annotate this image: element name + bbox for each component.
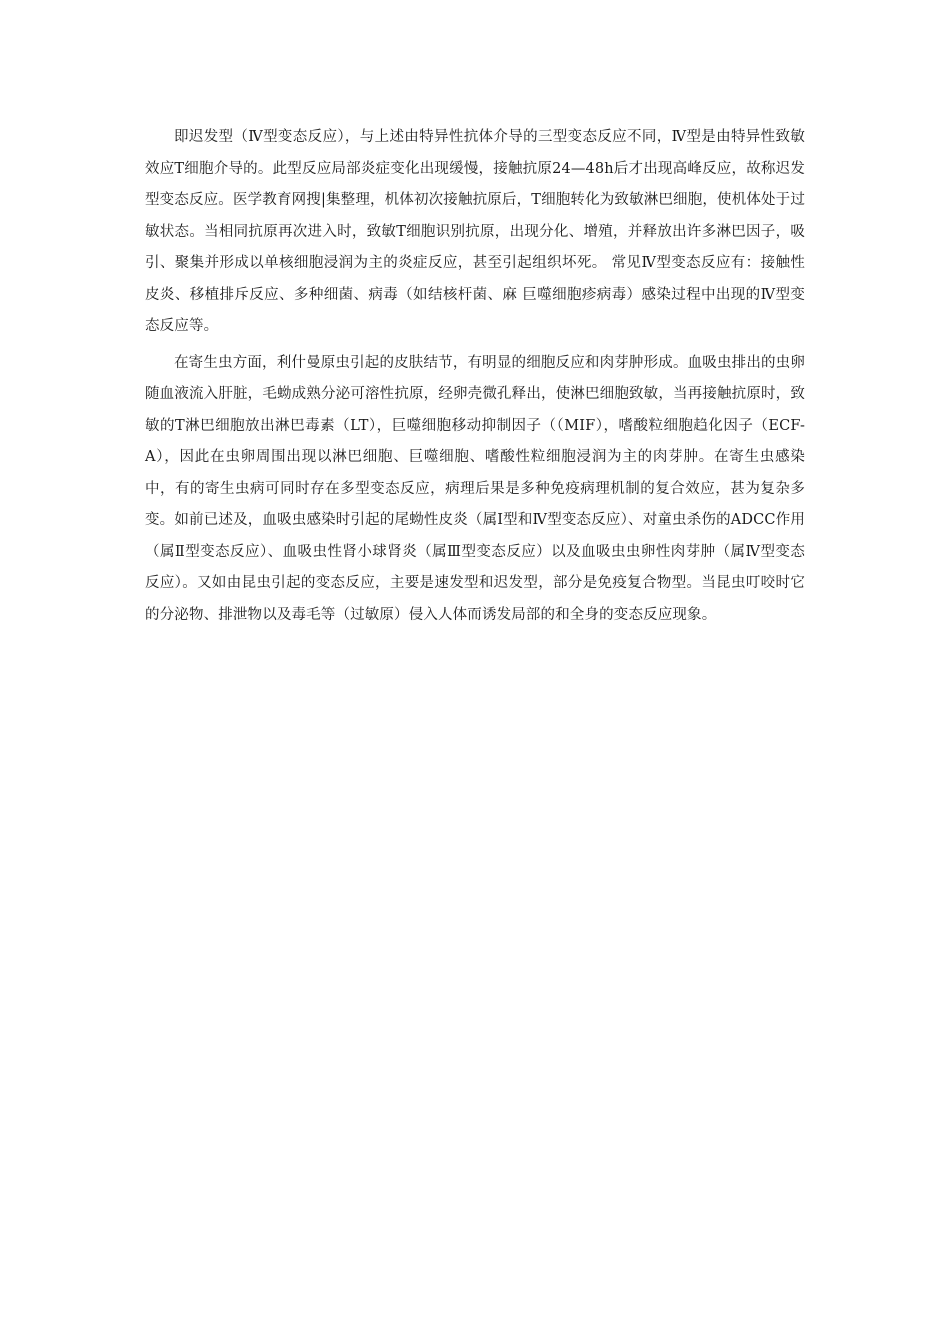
document-body [145, 122, 805, 631]
paragraph-type-iv-hypersensitivity: 即迟发型（Ⅳ型变态反应），与上述由特异性抗体介导的三型变态反应不同，Ⅳ型是由特异性致敏效应T细胞介导的。此型反应局部炎症变化出现缓慢，接触抗原24—48h后才出现高峰反应，故称迟发型变态反应。医学教育网搜|集整理，机体初次接触抗原后，T细胞转化为致敏淋巴细胞，使机体处于过敏状态。当相同抗原再次进入时，致敏T细胞识别抗原，出现分化、增殖，并释放出许多淋巴因子，吸引、聚集并形成以单核细胞浸润为主的炎症反应，甚至引起组织坏死。 常见Ⅳ型变态反应有：接触性皮炎、移植排斥反应、多种细菌、病毒（如结核杆菌、麻 巨噬细胞疹病毒）感染过程中出现的Ⅳ型变态反应等。 [145, 129, 805, 334]
paragraph-parasite-hypersensitivity: 在寄生虫方面，利什曼原虫引起的皮肤结节，有明显的细胞反应和肉芽肿形成。血吸虫排出的虫卵随血液流入肝脏，毛蚴成熟分泌可溶性抗原，经卵壳微孔释出，使淋巴细胞致敏，当再接触抗原时，致敏的T淋巴细胞放出淋巴毒素（LT），巨噬细胞移动抑制因子（（MIF），嗜酸粒细胞趋化因子（ECF-A），因此在虫卵周围出现以淋巴细胞、巨噬细胞、嗜酸性粒细胞浸润为主的肉芽肿。在寄生虫感染中，有的寄生虫病可同时存在多型变态反应，病理后果是多种免疫病理机制的复合效应，甚为复杂多变。如前已述及，血吸虫感染时引起的尾蚴性皮炎（属Ⅰ型和Ⅳ型变态反应）、对童虫杀伤的ADCC作用（属Ⅱ型变态反应）、血吸虫性肾小球肾炎（属Ⅲ型变态反应）以及血吸虫虫卵性肉芽肿（属Ⅳ型变态反应）。又如由昆虫引起的变态反应，主要是速发型和迟发型，部分是免疫复合物型。当昆虫叮咬时它的分泌物、排泄物以及毒毛等（过敏原）侵入人体而诱发局部的和全身的变态反应现象。 [145, 354, 805, 623]
